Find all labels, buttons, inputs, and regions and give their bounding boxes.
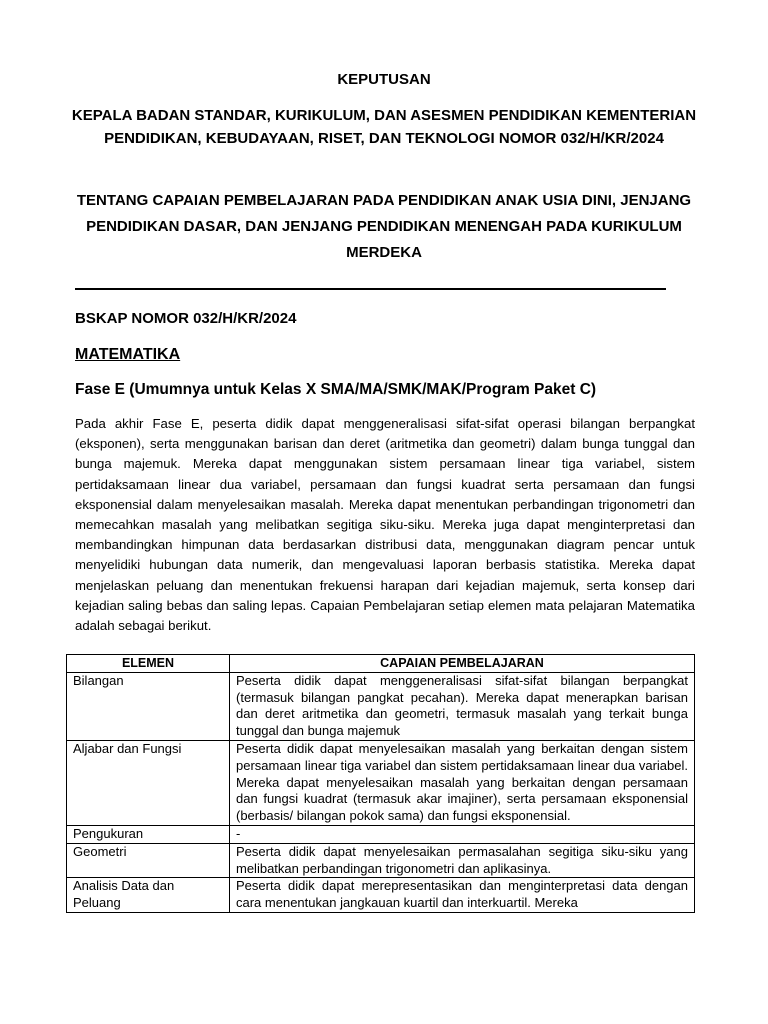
table-row <box>67 878 695 913</box>
table-header-row <box>67 655 695 673</box>
bskap-number: BSKAP NOMOR 032/H/KR/2024 <box>75 310 297 327</box>
element-cell: Analisis Data dan Peluang <box>67 878 230 913</box>
element-cell: Pengukuran <box>67 825 230 843</box>
table-row <box>67 672 695 740</box>
achievement-cell: Peserta didik dapat merepresentasikan dan menginterpretasi data dengan cara menentukan jangkauan kuartil dan interkuartil. Mereka <box>236 878 688 911</box>
table-row <box>67 843 695 878</box>
header-achievement: CAPAIAN PEMBELAJARAN <box>230 655 695 673</box>
table-row <box>67 825 695 843</box>
decision-heading: KEPUTUSAN <box>337 71 431 88</box>
about-heading: TENTANG CAPAIAN PEMBELAJARAN PADA PENDIDIKAN ANAK USIA DINI, JENJANG PENDIDIKAN DASAR, DAN JENJANG PENDIDIKAN MENENGAH PADA KURIKULUM MERDEKA <box>76 192 692 261</box>
table-row <box>67 740 695 825</box>
intro-paragraph: Pada akhir Fase E, peserta didik dapat menggeneralisasi sifat-sifat operasi bilangan berpangkat (eksponen), serta menggunakan barisan dan deret (aritmetika dan geometri) dalam bunga tunggal dan bunga majemuk. Mereka dapat menggunakan sistem persamaan linear tiga variabel, sistem pertidaksamaan linear dua variabel, persamaan dan fungsi kuadrat serta persamaan dan fungsi eksponensial dalam menyelesaikan masalah. Mereka dapat menentukan perbandingan trigonometri dan memecahkan masalah yang melibatkan segitiga siku-siku. Mereka juga dapat menginterpretasi dan membandingkan himpunan data berdasarkan distribusi data, menggunakan diagram pencar untuk menyelidiki hubungan data numerik, dan mengevaluasi laporan berbasis statistika. Mereka dapat menjelaskan peluang dan menentukan frekuensi harapan dari kejadian majemuk, serta konsep dari kejadian saling bebas dan saling lepas. Capaian Pembelajaran setiap elemen mata pelajaran Matematika adalah sebagai berikut. <box>75 416 695 634</box>
phase-heading: Fase E (Umumnya untuk Kelas X SMA/MA/SMK/MAK/Program Paket C) <box>75 381 597 398</box>
header-element: ELEMEN <box>67 655 230 673</box>
element-cell: Geometri <box>67 843 230 878</box>
achievement-cell: Peserta didik dapat menyelesaikan permasalahan segitiga siku-siku yang melibatkan perbandingan trigonometri dan aplikasinya. <box>230 843 695 878</box>
achievement-cell: - <box>230 825 695 843</box>
achievement-table <box>66 654 695 913</box>
separator-line <box>75 288 666 290</box>
issuer-heading: KEPALA BADAN STANDAR, KURIKULUM, DAN ASESMEN PENDIDIKAN KEMENTERIAN PENDIDIKAN, KEBUDAYAAN, RISET, DAN TEKNOLOGI NOMOR 032/H/KR/2024 <box>71 107 697 147</box>
subject-heading: MATEMATIKA <box>75 346 181 363</box>
achievement-cell: Peserta didik dapat menggeneralisasi sifat-sifat bilangan berpangkat (termasuk bilangan pangkat pecahan). Mereka dapat menerapkan barisan dan deret aritmetika dan geometri, termasuk masalah yang terkait bunga tunggal dan bunga majemuk <box>230 672 695 740</box>
element-cell: Aljabar dan Fungsi <box>67 740 230 825</box>
achievement-cell: Peserta didik dapat menyelesaikan masalah yang berkaitan dengan sistem persamaan linear tiga variabel dan sistem pertidaksamaan linear dua variabel. Mereka dapat menyelesaikan masalah yang berkaitan dengan persamaan dan fungsi kuadrat (termasuk akar imajiner), serta persamaan eksponensial (berbasis/ bilangan pokok sama) dan fungsi eksponensial. <box>230 740 695 825</box>
element-cell: Bilangan <box>67 672 230 740</box>
